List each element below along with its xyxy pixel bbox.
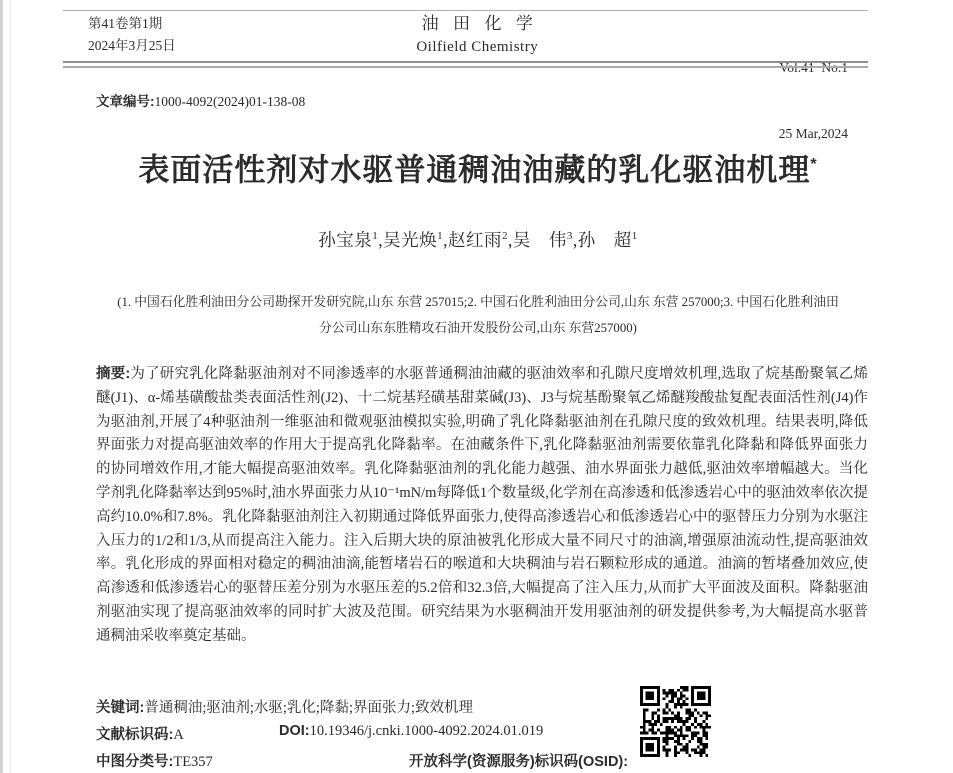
author-name: 吴 伟 [512,230,567,250]
clc-label: 中图分类号: [96,754,174,770]
author-affiliation-sup: 2 [502,230,508,243]
header-date-cn: 2024年3月25日 [88,38,176,53]
author-name: 孙 超 [577,230,632,250]
abstract-text: 为了研究乳化降黏驱油剂对不同渗透率的水驱普通稠油油藏的驱油效率和孔隙尺度增效机理,选取了烷基酚聚氧乙烯醚(J1)、α-烯基磺酸盐类表面活性剂(J2)、十二烷基羟磺基甜菜碱(J3)、J3与烷基酚聚氧乙烯醚羧酸盐复配表面活性剂(J4)作为驱油剂,开展了4种驱油剂一维驱油和微观驱油模拟实验,明确了乳化降黏驱油剂在孔隙尺度的致效机理。结果表明,降低界面张力对提高驱油效率的作用大于提高乳化降黏率。在油藏条件下,乳化降黏驱油剂需要依靠乳化降黏和降低界面张力的协同增效作用,才能大幅提高驱油效率。乳化降黏驱油剂的乳化能力越强、油水界面张力越低,驱油效率增幅越大。当化学剂乳化降黏率达到95%时,油水界面张力从10⁻¹mN/m每降低1个数量级,化学剂在高渗透和低渗透岩心中的驱油效率依次提高约10.0%和7.8%。乳化降黏驱油剂注入初期通过降低界面张力,使得高渗透岩心和低渗透岩心中的驱替压力分别为水驱注入压力的1/2和1/3,从而提高注入能力。注入后期大块的原油被乳化形成大量不同尺寸的油滴,增强原油流动性,提高驱油效率。乳化形成的界面相对稳定的稠油油滴,能暂堵岩石的喉道和大块稠油与岩石颗粒形成的通道。油滴的暂堵叠加效应,使高渗透和低渗透岩心的驱替压差分别为水驱压差的5.2倍和32.3倍,大幅提高了注入压力,从而扩大平面波及面积。降黏驱油剂驱油实现了提高驱油效率的同时扩大波及范围。研究结果为水驱稠油开发用驱油剂的研发提供参考,为大幅提高水驱普通稠油采收率奠定基础。 [96,366,868,644]
meta-row-doc-code [88,723,868,745]
article-number-row [96,90,305,110]
doi-value: 10.19346/j.cnki.1000-4092.2024.01.019 [309,723,544,739]
author-affiliation-sup: 1 [437,230,444,243]
author-name: 吴光焕 [383,230,438,250]
author-name: 赵红雨 [448,230,502,250]
authors-line: 孙宝泉$^1$,吴光焕$^1$,赵红雨$^2$,吴 伟$^3$,孙 超$^1$ [318,230,638,250]
doc-code-label: 文献标识码: [96,727,174,743]
doi-label: DOI: [279,723,310,739]
affiliation-line-2: 分公司山东东胜精攻石油开发股份公司,山东 东营257000) [319,321,637,335]
author-affiliation-sup: 1 [372,230,379,243]
abstract-paragraph [88,363,868,649]
clc-value: TE357 [173,754,213,770]
affiliation-line-1: (1. 中国石化胜利油田分公司勘探开发研究院,山东 东营 257015;2. 中国石化胜利油田分公司,山东 东营 257000;3. 中国石化胜利油田 [117,295,839,309]
keywords-text: 普通稠油;驱油剂;水驱;乳化;降黏;界面张力;致效机理 [144,700,474,716]
meta-row-clc [88,750,868,772]
header-top-rule [63,10,868,11]
qr-code-icon [640,686,711,757]
scan-edge [0,0,3,773]
paper-title-text: 表面活性剂对水驱普通稠油油藏的乳化驱油机理 [138,152,811,188]
osid-label: 开放科学(资源服务)标识码(OSID): [409,754,629,770]
title-footnote-marker: * [810,156,818,173]
doc-code-value: A [173,727,184,743]
author-name: 孙宝泉 [318,230,373,250]
abstract-label: 摘要: [96,366,131,382]
header-date-en: 25 Mar,2024 [778,126,848,141]
author-affiliation-sup: 3 [566,230,573,243]
header-volume-issue-en: Vol.41 No.1 [779,60,848,75]
keywords-label: 关键词: [96,700,145,716]
article-number-value: 1000-4092(2024)01-138-08 [154,94,306,109]
journal-title-cn: 油田化学 [421,14,548,33]
scan-edge-line [10,0,11,773]
affiliations-block [88,289,868,341]
header-double-rule [63,61,868,68]
paper-title [88,142,868,193]
author-affiliation-sup: 1 [631,230,638,243]
journal-title-en: Oilfield Chemistry [416,39,539,55]
keywords-row [88,696,868,717]
header-volume-issue-cn: 第41卷第1期 [88,16,163,31]
article-number-label: 文章编号: [96,94,155,109]
